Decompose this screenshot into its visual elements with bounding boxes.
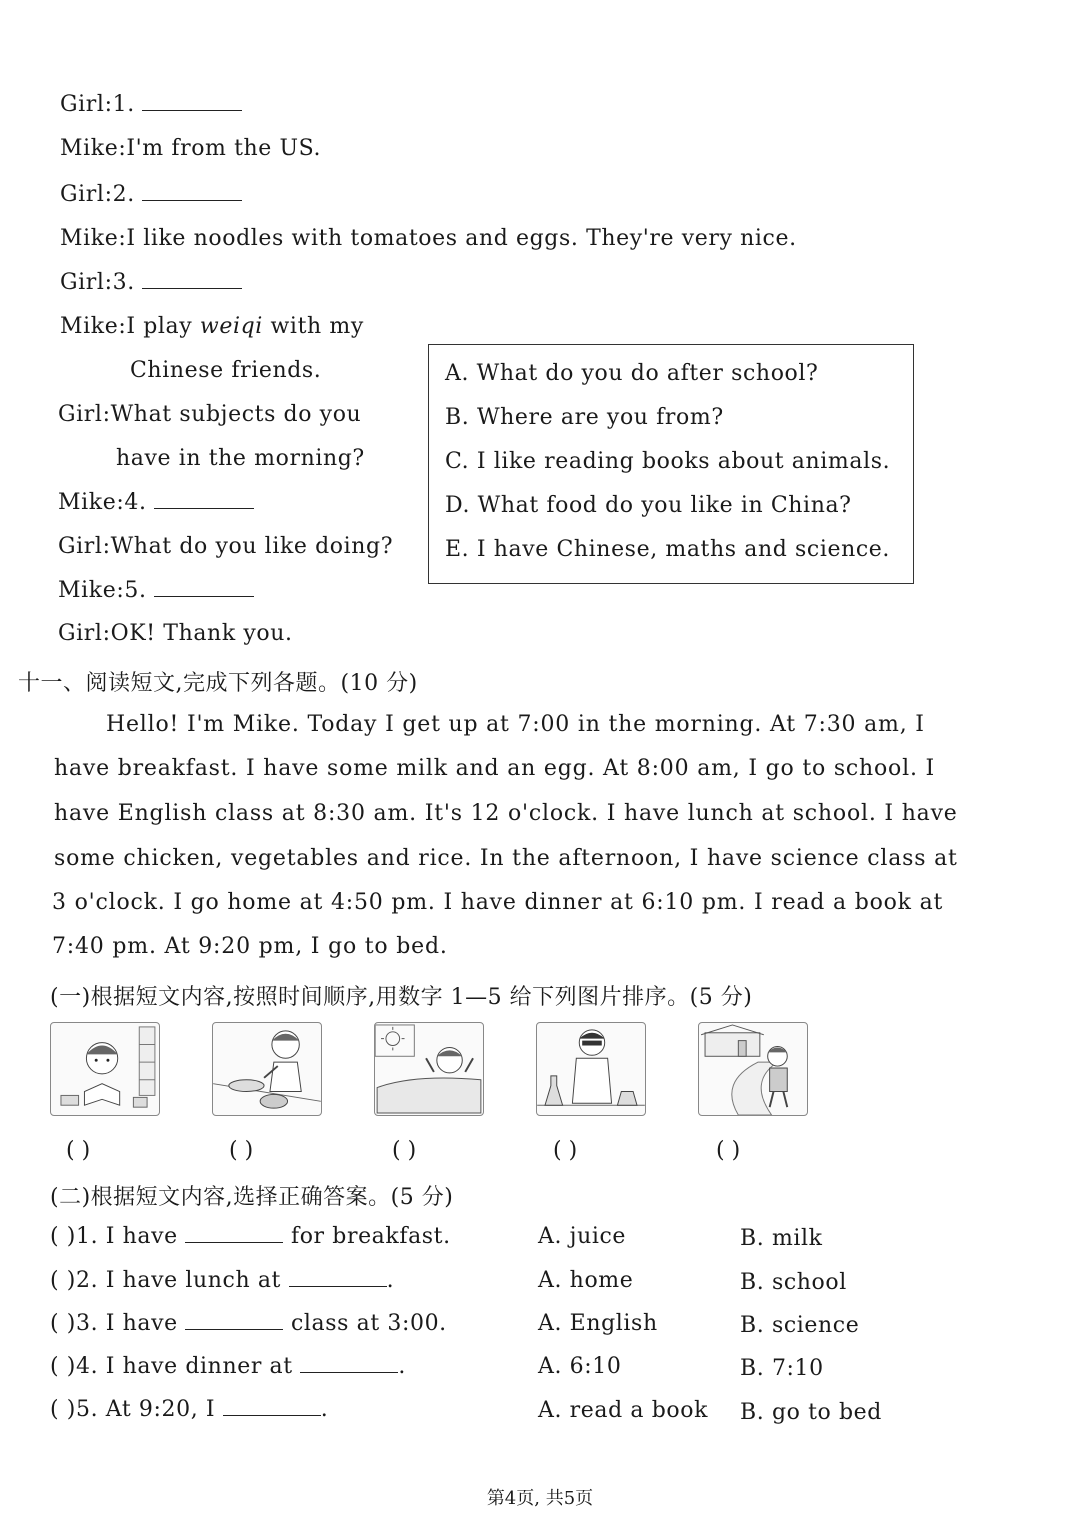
dialogue-line-9: Girl:What do you like doing? — [58, 534, 394, 559]
italic-word: weiqi — [199, 314, 263, 339]
dialogue-line-8: Mike:4. — [58, 488, 254, 515]
question-blank[interactable] — [300, 1352, 398, 1373]
question-blank[interactable] — [185, 1309, 283, 1330]
science-class-picture — [536, 1022, 646, 1116]
question-answer-paren[interactable]: ( ) — [50, 1397, 76, 1422]
question-2-option-b[interactable]: B. school — [740, 1270, 847, 1295]
option-a: A. What do you do after school? — [445, 361, 819, 386]
question-2-option-a[interactable]: A. home — [538, 1268, 634, 1293]
dialogue-line-10: Mike:5. — [58, 576, 254, 603]
dialogue-line-3: Girl:2. — [60, 180, 242, 207]
dialogue-line-7-cont: have in the morning? — [116, 446, 365, 471]
paragraph-line-1: Hello! I'm Mike. Today I get up at 7:00 in the morning. At 7:30 am, I — [106, 712, 925, 737]
paragraph-line-2: have breakfast. I have some milk and an egg. At 8:00 am, I go to school. I — [54, 756, 936, 781]
speaker: Girl — [60, 92, 105, 117]
question-answer-paren[interactable]: ( ) — [50, 1354, 76, 1379]
question-blank[interactable] — [223, 1395, 321, 1416]
section-title: 十一、阅读短文,完成下列各题。(10 分) — [18, 671, 418, 696]
question-5: ( )5. At 9:20, I . — [50, 1397, 329, 1422]
question-blank[interactable] — [185, 1222, 283, 1243]
answer-blank-1[interactable] — [142, 90, 242, 111]
option-e: E. I have Chinese, maths and science. — [445, 537, 890, 562]
dialogue-line-5: Girl:3. — [60, 268, 242, 295]
dialogue-line-1: Girl:1. — [60, 90, 242, 117]
paragraph-line-6: 7:40 pm. At 9:20 pm, I go to bed. — [52, 934, 448, 959]
question-5-option-b[interactable]: B. go to bed — [740, 1400, 882, 1425]
question-3-option-a[interactable]: A. English — [538, 1311, 658, 1336]
dialogue-line-2: Mike:I'm from the US. — [60, 136, 322, 161]
question-answer-paren[interactable]: ( ) — [50, 1311, 76, 1336]
option-c: C. I like reading books about animals. — [445, 449, 891, 474]
question-4: ( )4. I have dinner at . — [50, 1354, 406, 1379]
waking-up-picture — [374, 1022, 484, 1116]
eating-meal-picture — [212, 1022, 322, 1116]
option-b: B. Where are you from? — [445, 405, 724, 430]
going-to-school-picture — [698, 1022, 808, 1116]
question-3-option-b[interactable]: B. science — [740, 1313, 860, 1338]
picture-answer-4[interactable]: ( ) — [553, 1138, 578, 1163]
question-3: ( )3. I have class at 3:00. — [50, 1311, 447, 1336]
reading-book-picture — [50, 1022, 160, 1116]
question-1-option-a[interactable]: A. juice — [538, 1224, 627, 1249]
paragraph-line-5: 3 o'clock. I go home at 4:50 pm. I have dinner at 6:10 pm. I read a book at — [52, 890, 944, 915]
question-1-option-b[interactable]: B. milk — [740, 1226, 823, 1251]
dialogue-line-7: Girl:What subjects do you — [58, 402, 362, 427]
question-1: ( )1. I have for breakfast. — [50, 1224, 451, 1249]
question-5-option-a[interactable]: A. read a book — [538, 1398, 709, 1423]
answer-blank-5[interactable] — [154, 576, 254, 597]
paragraph-line-3: have English class at 8:30 am. It's 12 o'clock. I have lunch at school. I have — [54, 801, 958, 826]
picture-answer-5[interactable]: ( ) — [716, 1138, 741, 1163]
picture-answer-3[interactable]: ( ) — [392, 1138, 417, 1163]
options-box — [428, 344, 914, 584]
dialogue-line-4: Mike:I like noodles with tomatoes and eggs. They're very nice. — [60, 226, 797, 251]
question-answer-paren[interactable]: ( ) — [50, 1224, 76, 1249]
part1-title: (一)根据短文内容,按照时间顺序,用数字 1—5 给下列图片排序。(5 分) — [50, 985, 753, 1010]
dialogue-line-11: Girl:OK! Thank you. — [58, 621, 293, 646]
paragraph-line-4: some chicken, vegetables and rice. In the afternoon, I have science class at — [54, 846, 958, 871]
question-2: ( )2. I have lunch at . — [50, 1268, 395, 1293]
picture-answer-2[interactable]: ( ) — [229, 1138, 254, 1163]
answer-blank-4[interactable] — [154, 488, 254, 509]
question-answer-paren[interactable]: ( ) — [50, 1268, 76, 1293]
question-blank[interactable] — [289, 1266, 387, 1287]
option-d: D. What food do you like in China? — [445, 493, 852, 518]
answer-blank-3[interactable] — [142, 268, 242, 289]
question-4-option-b[interactable]: B. 7:10 — [740, 1356, 824, 1381]
part2-title: (二)根据短文内容,选择正确答案。(5 分) — [50, 1185, 454, 1210]
page-footer: 第4页, 共5页 — [486, 1488, 594, 1509]
dialogue-line-6: Mike:I play weiqi with my — [60, 314, 364, 339]
dialogue-line-6-cont: Chinese friends. — [130, 358, 322, 383]
picture-answer-1[interactable]: ( ) — [66, 1138, 91, 1163]
answer-blank-2[interactable] — [142, 180, 242, 201]
question-4-option-a[interactable]: A. 6:10 — [538, 1354, 622, 1379]
